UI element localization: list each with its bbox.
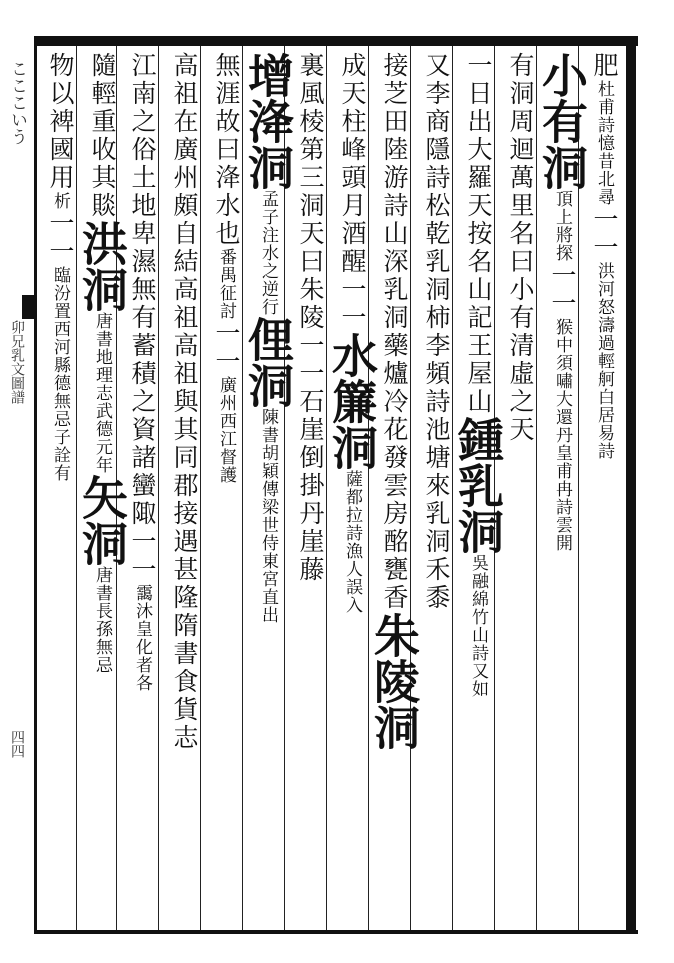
col7-text: 無涯故曰洚水也 (212, 52, 241, 248)
headword-zengjiangdong: 增洚洞 (241, 52, 295, 190)
page-frame-top (34, 36, 638, 46)
text-column-4 (451, 52, 505, 922)
col1-note: 杜甫詩憶昔北尋 (594, 80, 614, 206)
text-column-6 (367, 52, 421, 922)
col1-top: 肥 (590, 52, 619, 80)
page-folio: 四四 (9, 730, 25, 758)
col8-text: 高祖在廣州頗自結高祖高祖與其同郡接遇甚隆隋書食貨志 (170, 52, 199, 752)
headword-lidong: 俚洞 (241, 316, 295, 408)
headword-hongdong: 洪洞 (75, 220, 129, 312)
shi-note: 唐書長孫無忌 (92, 566, 112, 674)
shuilian-tail: 石崖倒掛丹崖藤 (296, 388, 325, 584)
col1-line2: 頂上將探 (552, 190, 572, 262)
text-column-13 (75, 52, 129, 922)
page-frame-bottom (34, 930, 638, 934)
col2-text: 有洞周迴萬里名曰小有清虛之天 (506, 52, 535, 444)
li-head: 陳書胡穎傳梁世侍東宮直出 (258, 408, 278, 624)
text-column-3 (500, 52, 540, 922)
headword-zhongrudong: 鍾乳洞 (451, 416, 505, 554)
margin-black-mark (22, 295, 36, 319)
text-column-11 (164, 52, 204, 922)
headword-xiaoyoudong: 小有洞 (535, 52, 589, 190)
hong-note: 唐書地理志武德元年 (92, 312, 112, 474)
hong-tail2: 臨汾置西河縣 (50, 266, 70, 374)
shi-tail: 德無忌子詮有 (50, 374, 70, 482)
col1-line4: 洪河怒濤過輕舸白居易詩 (594, 262, 614, 460)
zhongru-tail: 吳融綿竹山詩又如 (468, 554, 488, 698)
col1-line3: 猴中須嘯大還丹皇甫冉詩雲開 (552, 318, 572, 552)
margin-vertical-note: 卯兄乳文圖譜 (9, 320, 25, 404)
text-column-7: 成天柱峰頭月酒醒一一水簾洞薩都拉詩漁人誤入 (325, 52, 379, 614)
text-column-9 (241, 52, 295, 922)
page-frame-left (34, 36, 37, 934)
li-tail2: 廣州西江督護 (216, 376, 236, 484)
shuilian-head: 薩都拉詩漁人誤入 (342, 470, 362, 614)
margin-header: こここいう (7, 60, 27, 145)
page-frame-right (626, 36, 636, 934)
shi-tail2: 靄沐皇化者各 (132, 584, 152, 692)
text-column-10: 無涯故曰洚水也番禺征討一一廣州西江督護 (212, 52, 241, 484)
col6-text: 裏風棱第三洞天曰朱陵 (296, 52, 325, 332)
li-tail: 番禺征討 (216, 248, 236, 320)
text-column-8: 裏風棱第三洞天曰朱陵一一石崖倒掛丹崖藤 (296, 52, 325, 584)
col2-tail: 一日出大羅天按名山記王屋山 (464, 52, 493, 416)
col9-text: 江南之俗土地卑濕無有蓄積之資諸蠻陬 (128, 52, 157, 528)
col4-text: 接芝田陸游詩山深乳洞藥爐冷花發雲房酩甕香 (380, 52, 409, 612)
text-column-1: 肥杜甫詩憶昔北尋一一洪河怒濤過輕舸白居易詩 (590, 52, 619, 460)
col11-text: 物以裨國用 (46, 52, 75, 192)
zengjiang-note: 孟子注水之逆行 (258, 190, 278, 316)
text-column-5 (416, 52, 456, 922)
col10-text: 隨輕重收其賧 (88, 52, 117, 220)
col5-text: 成天柱峰頭月酒醒 (338, 52, 367, 276)
headword-shuiliandong: 水簾洞 (325, 332, 379, 470)
headword-shidong: 矢洞 (75, 474, 129, 566)
headword-zhulingdong: 朱陵洞 (367, 612, 421, 750)
text-column-12: 江南之俗土地卑濕無有蓄積之資諸蠻陬一一靄沐皇化者各 (128, 52, 157, 692)
col3-text: 又李商隱詩松乾乳洞柿李頻詩池塘來乳洞禾黍 (422, 52, 451, 612)
text-column-2: 小有洞頂上將探一一猴中須嘯大還丹皇甫冉詩雲開 (535, 52, 589, 552)
hong-tail: 析 (50, 192, 70, 210)
text-column-14: 物以裨國用析一一臨汾置西河縣德無忌子詮有 (46, 52, 75, 482)
